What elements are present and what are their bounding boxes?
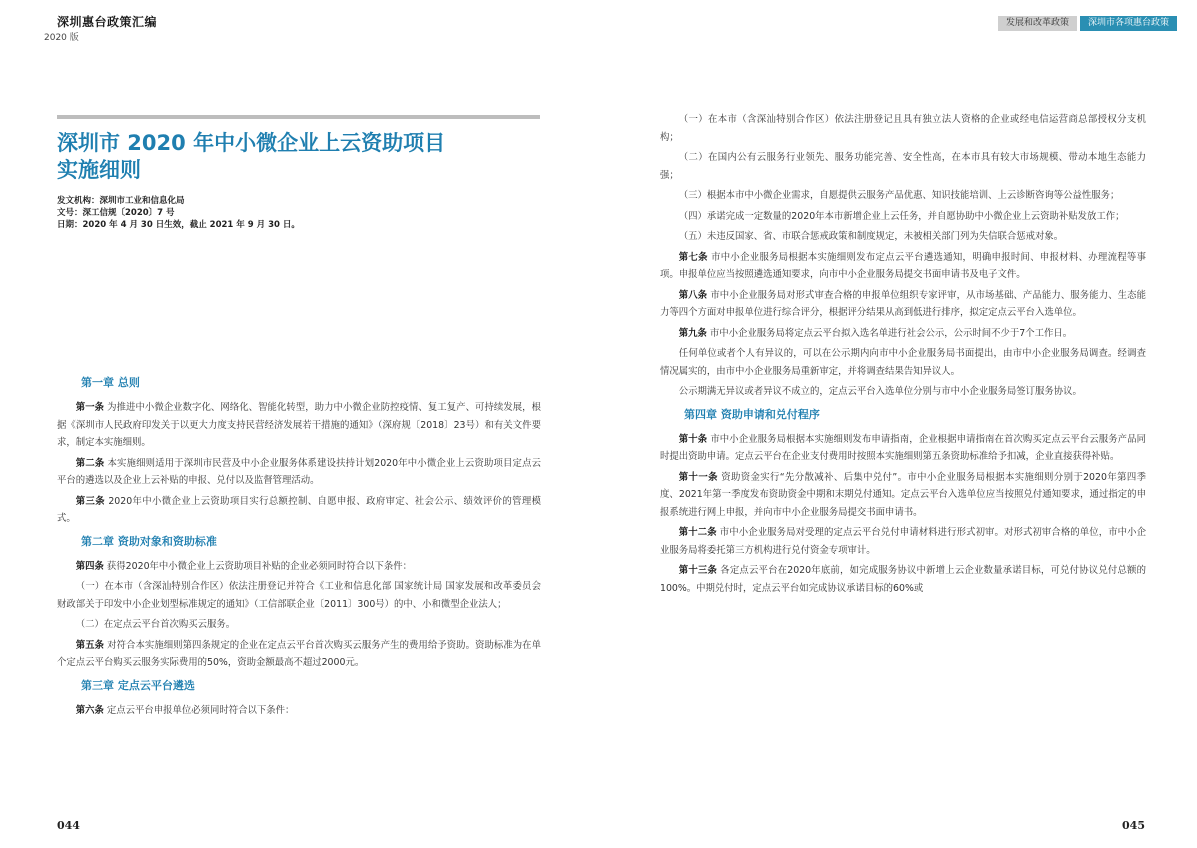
page-number: 044	[57, 819, 80, 832]
article-text: 资助资金实行“先分散减补、后集中兑付”。市中小企业服务局根据本实施细则分别于2020年第四季度、2021年第一季度发布资助资金中期和末期兑付通知。定点云平台入选单位应当按照兑付通知要求，通过指定的申报系统进行网上申报，并向市中小企业服务局提交书面申请书。	[660, 471, 1146, 518]
article-label: 第十条	[678, 433, 708, 445]
article-5	[57, 637, 541, 672]
article-label: 第九条	[678, 327, 707, 339]
book-title: 深圳惠台政策汇编	[57, 15, 158, 29]
article-text: 市中小企业服务局根据本实施细则发布申请指南，企业根据申请指南在首次购买定点云平台云服务产品同时提出资助申请。定点云平台在企业支付费用时按照本实施细则第五条资助标准给予扣减，企业直接获得补贴。	[660, 433, 1146, 462]
meta-docno: 文号：深工信规〔2020〕7 号	[57, 208, 175, 218]
article-paragraph: 任何单位或者个人有异议的，可以在公示期内向市中小企业服务局书面提出，由市中小企业服务局调查。经调查情况属实的，由市中小企业服务局重新审定，并将调查结果告知异议人。	[660, 348, 1146, 377]
article-item: （二）在定点云平台首次购买云服务。	[75, 619, 236, 630]
article-label: 第二条	[75, 457, 105, 469]
book-year: 2020 版	[44, 33, 79, 43]
chapter-heading: 第一章 总则	[81, 376, 140, 389]
document-title	[57, 130, 537, 184]
article-label: 第七条	[678, 251, 708, 263]
right-page	[598, 0, 1197, 848]
article-label: 第十三条	[678, 565, 718, 576]
article-text: 2020年中小微企业上云资助项目实行总额控制、自愿申报、政府审定、社会公示、绩效评价的管理模式。	[57, 495, 541, 524]
article-4	[57, 558, 541, 576]
article-text: 市中小企业服务局将定点云平台拟入选名单进行社会公示，公示时间不少于7个工作日。	[709, 327, 1073, 339]
tab-shenzhen-policies[interactable]: 深圳市各项惠台政策	[1080, 16, 1177, 31]
article-label: 第八条	[678, 289, 708, 301]
article-label: 第十一条	[678, 471, 718, 483]
meta-date: 日期：2020 年 4 月 30 日生效，截止 2021 年 9 月 30 日。	[57, 220, 300, 230]
title-divider	[57, 115, 540, 119]
page-number: 045	[1122, 819, 1145, 832]
article-item: （四）承诺完成一定数量的2020年本市新增企业上云任务，并自愿协助中小微企业上云资助补贴发放工作；	[678, 210, 1125, 222]
article-item: （三）根据本市中小微企业需求，自愿提供云服务产品优惠、知识技能培训、上云诊断咨询等公益性服务；	[678, 190, 1120, 201]
article-label: 第五条	[75, 639, 105, 651]
article-7	[660, 249, 1146, 284]
article-1	[57, 399, 541, 452]
article-label: 第三条	[75, 495, 105, 507]
title-line-1: 深圳市 2020 年中小微企业上云资助项目	[57, 131, 446, 155]
tab-development-reform[interactable]: 发展和改革政策	[998, 16, 1077, 31]
article-3	[57, 493, 541, 528]
article-11	[660, 469, 1146, 522]
article-text: 定点云平台申报单位必须同时符合以下条件：	[106, 704, 295, 716]
article-6	[57, 702, 541, 720]
left-page	[0, 0, 598, 848]
title-line-2: 实施细则	[57, 158, 141, 182]
article-label: 第六条	[75, 704, 104, 716]
article-10	[660, 431, 1146, 466]
article-text: 市中小企业服务局根据本实施细则发布定点云平台遴选通知，明确申报时间、申报材料、办理流程等事项。申报单位应当按照遴选通知要求，向市中小企业服务局提交书面申请书及电子文件。	[660, 251, 1146, 280]
article-13	[660, 562, 1146, 597]
chapter-heading: 第三章 定点云平台遴选	[81, 678, 195, 692]
article-8	[660, 287, 1146, 322]
section-tabs	[998, 16, 1177, 31]
article-2	[57, 455, 541, 490]
article-12	[660, 524, 1146, 559]
article-text: 本实施细则适用于深圳市民营及中小企业服务体系建设扶持计划2020年中小微企业上云资助项目定点云平台的遴选以及企业上云补贴的申报、兑付以及监督管理活动。	[57, 457, 541, 486]
article-item: （五）未违反国家、省、市联合惩戒政策和制度规定，未被相关部门列为失信联合惩戒对象。	[678, 231, 1064, 242]
article-paragraph: 公示期满无异议或者异议不成立的，定点云平台入选单位分别与市中小企业服务局签订服务协议。	[678, 386, 1082, 397]
article-text: 各定点云平台在2020年底前，如完成服务协议中新增上云企业数量承诺目标，可兑付协议兑付总额的100%。中期兑付时，定点云平台如完成协议承诺目标的60%或	[660, 565, 1146, 594]
article-text: 为推进中小微企业数字化、网络化、智能化转型，助力中小微企业防控疫情、复工复产、可持续发展，根据《深圳市人民政府印发关于以更大力度支持民营经济发展若干措施的通知》（深府规〔2018〕23号）和有关文件要求，制定本实施细则。	[57, 402, 541, 448]
left-column	[57, 373, 541, 722]
article-text: 对符合本实施细则第四条规定的企业在定点云平台首次购买云服务产生的费用给予资助。资助标准为在单个定点云平台购买云服务实际费用的50%，资助金额最高不超过2000元。	[57, 639, 541, 668]
chapter-heading: 第四章 资助申请和兑付程序	[684, 407, 820, 421]
article-item: （一）在本市（含深汕特别合作区）依法注册登记且具有独立法人资格的企业或经电信运营商总部授权分支机构；	[660, 114, 1146, 143]
meta-issuer: 发文机构：深圳市工业和信息化局	[57, 196, 185, 206]
chapter-heading: 第二章 资助对象和资助标准	[81, 534, 217, 548]
article-text: 市中小企业服务局对受理的定点云平台兑付申请材料进行形式初审。对形式初审合格的单位，市中小企业服务局将委托第三方机构进行兑付资金专项审计。	[660, 527, 1146, 556]
article-item: （一）在本市（含深汕特别合作区）依法注册登记并符合《工业和信息化部 国家统计局 国家发展和改革委员会 财政部关于印发中小企业划型标准规定的通知》（工信部联企业〔2011〕300号）的中、小和微型企业法人；	[57, 581, 541, 610]
article-label: 第一条	[75, 402, 105, 413]
article-item: （二）在国内公有云服务行业领先、服务功能完善、安全性高，在本市具有较大市场规模、带动本地生态能力强；	[660, 152, 1146, 181]
article-text: 获得2020年中小微企业上云资助项目补贴的企业必须同时符合以下条件：	[106, 560, 413, 572]
article-label: 第四条	[75, 560, 104, 572]
document-meta	[57, 195, 300, 231]
right-column	[660, 111, 1146, 600]
article-9	[660, 325, 1146, 343]
article-text: 市中小企业服务局对形式审查合格的申报单位组织专家评审，从市场基础、产品能力、服务能力、生态能力等四个方面对申报单位进行综合评分，根据评分结果从高到低进行排序，拟定定点云平台入选单位。	[660, 289, 1146, 318]
article-label: 第十二条	[678, 527, 717, 538]
